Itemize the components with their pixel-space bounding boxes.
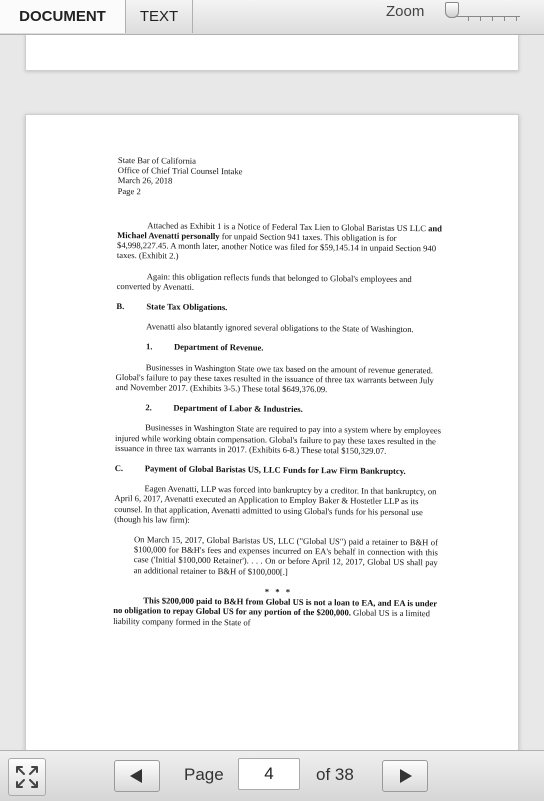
page-label: Page <box>184 765 224 784</box>
paragraph-again: Again: this obligation reflects funds that belonged to Global's employees and converted by Avenatti. <box>116 270 412 292</box>
paragraph-washington: Avenatti also blatantly ignored several obligations to the State of Washington. <box>146 321 414 335</box>
subsection-1-heading <box>116 341 446 355</box>
block-quote: On March 15, 2017, Global Baristas US, LLC ("Global US") paid a retainer to B&H of $100,000 for B&H's fees and expenses incurred on EA's behalf in connection with this case ('Initial $100,000 Retainer'). . . . On or before April 12, 2017, Global US shall pay an additional retainer to B&H of $100,000[.] <box>133 534 439 577</box>
page-number-input[interactable] <box>238 758 300 790</box>
next-page-button[interactable] <box>382 760 428 792</box>
paragraph-bold-text: This $200,000 paid to B&H from Global US is not a loan to EA, and EA is under no obligation to repay Global US for any portion of the $200,000. <box>113 595 437 618</box>
bottom-toolbar <box>0 750 544 801</box>
subsection-title: Department of Revenue. <box>173 342 264 353</box>
zoom-tick <box>516 16 517 21</box>
section-c-heading <box>115 463 445 477</box>
zoom-tick <box>480 16 481 21</box>
paragraph-text: Attached as Exhibit 1 is a Notice of Federal Tax Lien to Global Baristas US LLC <box>147 220 429 234</box>
paragraph-labor: Businesses in Washington State are required to pay into a system where by employees injured while working obtain compensation. Global's failure to pay these taxes resulted in the issuance in three tax warrants in 2017. (Exhibits 6-8.) These total $150,329.07. <box>114 422 441 456</box>
tab-document[interactable]: DOCUMENT <box>0 0 126 33</box>
paragraph-text: for unpaid Section 941 taxes. This obligation is for $4,998,227.45. A month later, another Notice was filed for $59,145.14 in unpaid Section 940 taxes. (Exhibit 2.) <box>116 231 437 262</box>
zoom-tick <box>492 16 493 21</box>
paragraph-revenue: Businesses in Washington State owe tax based on the amount of revenue generated. Global's failure to pay these taxes resulted in the issuance of three tax warrants between July and November 2017. (Exhibits 3-5.) These total $649,376.09. <box>115 361 434 395</box>
page-text <box>113 155 448 629</box>
paragraph-exhibit-1 <box>117 220 447 264</box>
subsection-title: Department of Labor & Industries. <box>173 402 303 415</box>
header-line: Page 2 <box>117 185 141 196</box>
paragraph-bold-text: and Michael Avenatti personally <box>117 223 443 242</box>
subsection-2-heading <box>115 402 445 416</box>
subsection-number: 1. <box>145 341 153 352</box>
zoom-slider-thumb[interactable] <box>445 2 459 18</box>
total-pages-label: of 38 <box>316 765 354 784</box>
section-title: State Tax Obligations. <box>146 301 228 313</box>
paragraph-text: Global US is a limited liability company formed in the State of <box>113 607 430 627</box>
header-line: Office of Chief Trial Counsel Intake <box>117 165 243 177</box>
tab-text[interactable]: TEXT <box>126 0 193 33</box>
section-number: C. <box>114 463 124 474</box>
document-viewer[interactable] <box>0 35 544 750</box>
top-toolbar <box>0 0 544 35</box>
subsection-number: 2. <box>145 402 152 413</box>
zoom-tick <box>504 16 505 21</box>
document-page <box>25 114 519 750</box>
expand-icon <box>9 759 45 795</box>
fullscreen-button[interactable] <box>8 758 46 796</box>
zoom-tick <box>468 16 469 21</box>
arrow-right-icon <box>400 769 412 783</box>
previous-page-bottom <box>25 35 519 71</box>
paragraph-loan <box>113 595 443 629</box>
header-line: State Bar of California <box>117 155 197 166</box>
section-title: Payment of Global Baristas US, LLC Funds for Law Firm Bankruptcy. <box>144 463 406 477</box>
previous-page-button[interactable] <box>114 760 160 792</box>
paragraph-bankruptcy: Eagen Avenatti, LLP was forced into bankruptcy by a creditor. In that bankruptcy, on April 6, 2017, Avenatti executed an Application to Employ Baker & Hostetler LLP as its counsel. In that application, Avenatti admitted to using Global's funds for his personal use (though his law firm): <box>114 483 437 525</box>
zoom-label: Zoom <box>386 3 425 20</box>
section-break: * * * <box>264 586 293 597</box>
section-number: B. <box>116 301 125 312</box>
arrow-left-icon <box>130 769 142 783</box>
zoom-slider-track[interactable] <box>448 16 520 17</box>
section-b-heading <box>116 301 446 315</box>
header-line: March 26, 2018 <box>117 175 173 186</box>
